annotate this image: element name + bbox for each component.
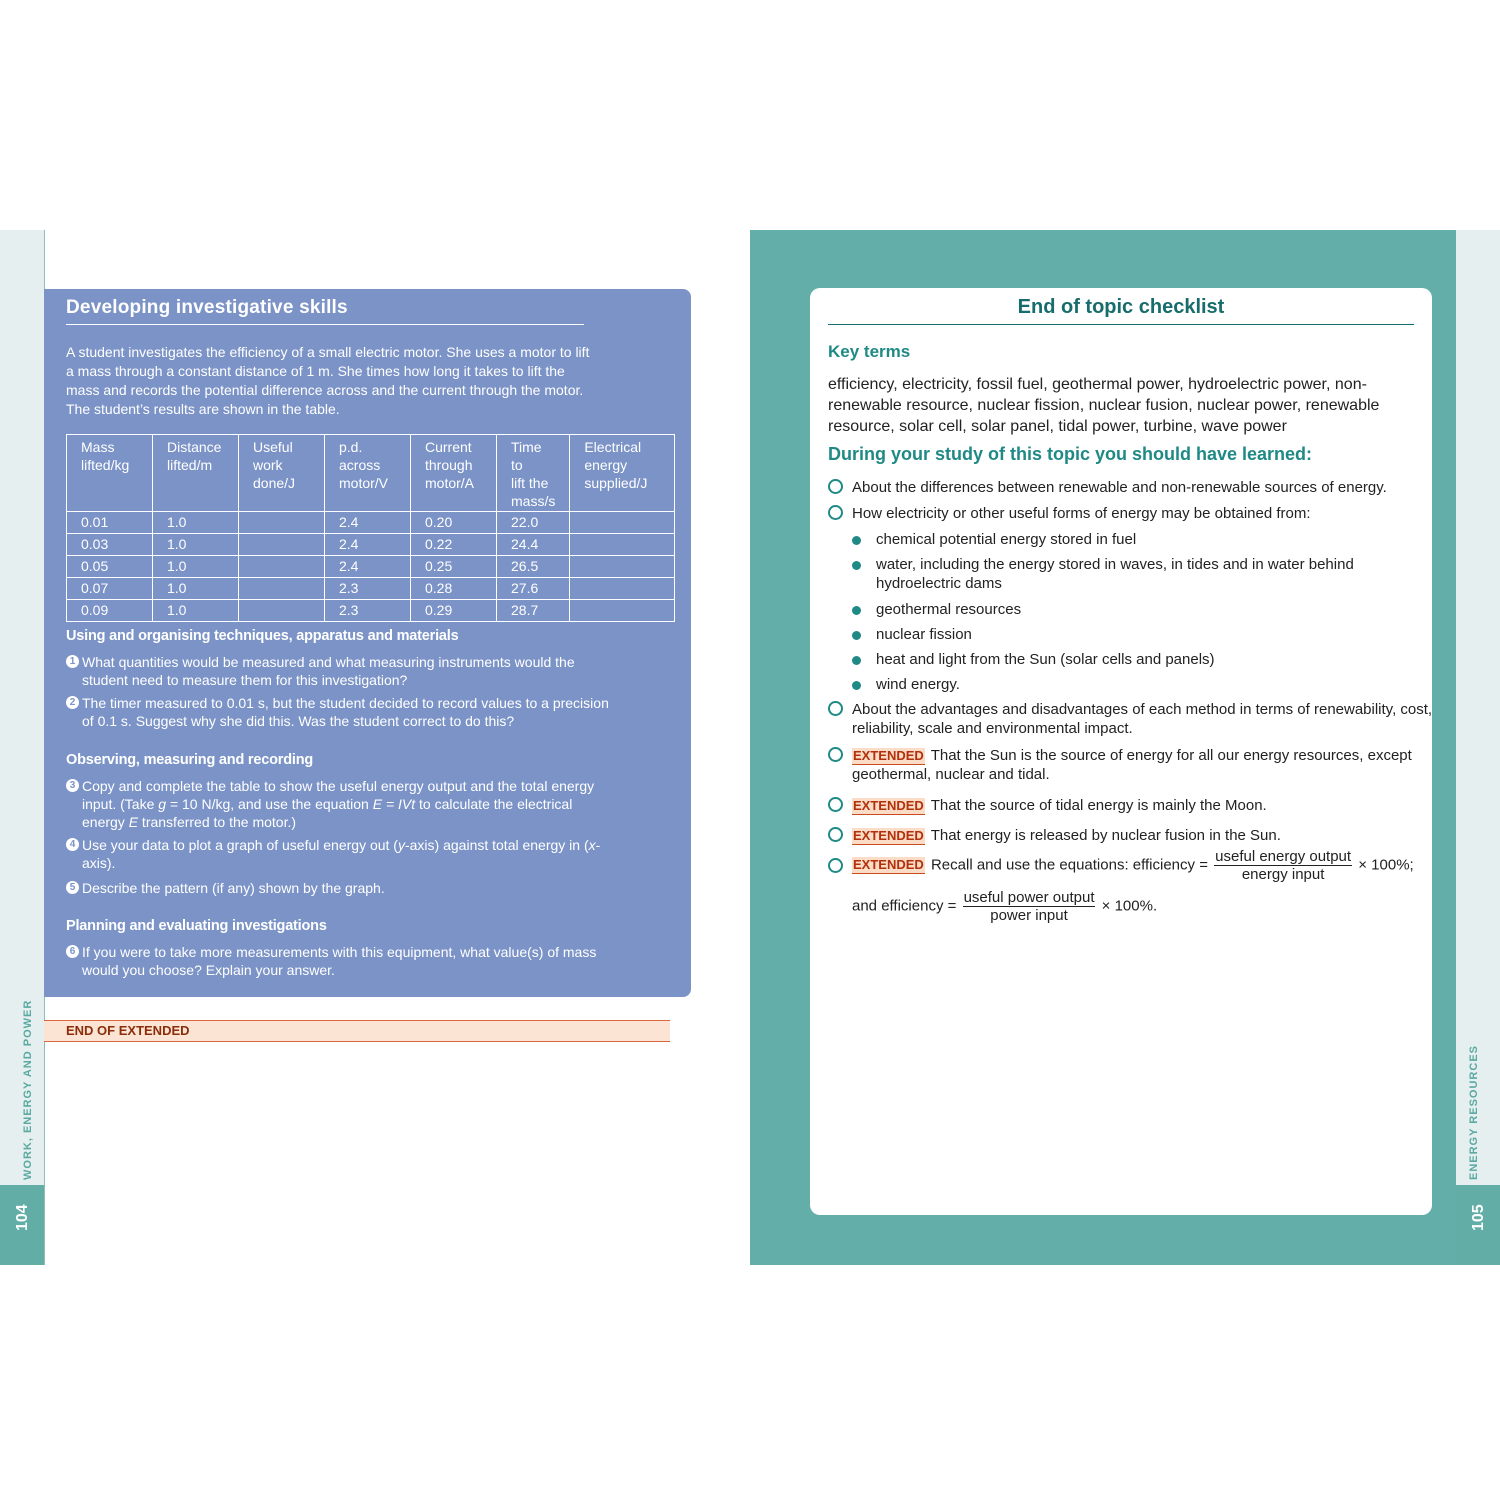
question-5 — [66, 879, 612, 897]
table-row — [67, 600, 675, 622]
checklist-item: About the advantages and disadvantages of each method in terms of renewability, cost, reliability, scale and environmental impact. — [828, 700, 1442, 738]
bullet-dot-icon — [852, 561, 861, 570]
table-row — [67, 534, 675, 556]
skills-box-title: Developing investigative skills — [66, 297, 348, 318]
table-cell: 1.0 — [153, 578, 239, 600]
section-heading-techniques: Using and organising techniques, apparatus and materials — [66, 628, 459, 644]
efficiency-power-fraction: $\frac{\text{useful power output}}{\text{power input}}$ — [963, 889, 1095, 924]
table-cell — [570, 578, 675, 600]
bullet-item: water, including the energy stored in waves, in tides and in water behind hydroelectric dams — [852, 555, 1436, 593]
question-number-badge: 3 — [66, 779, 79, 792]
table-cell: 1.0 — [153, 512, 239, 534]
table-cell: 2.4 — [325, 556, 411, 578]
question-text: If you were to take more measurements with this equipment, what value(s) of mass would you choose? Explain your answer. — [82, 944, 597, 978]
right-chapter-label: ENERGY RESOURCES — [1468, 1045, 1480, 1180]
left-side-strip — [0, 230, 45, 1265]
book-spread — [0, 230, 1500, 1265]
table-cell: 0.01 — [67, 512, 153, 534]
table-cell: 1.0 — [153, 534, 239, 556]
question-number-badge: 1 — [66, 655, 79, 668]
checklist-card — [810, 288, 1432, 1215]
question-4: 4 Use your data to plot a graph of useful energy out (y-axis) against total energy in (x-axis). — [66, 836, 612, 872]
bullet-dot-icon — [852, 631, 861, 640]
table-cell: 2.4 — [325, 534, 411, 556]
question-number-badge: 2 — [66, 696, 79, 709]
extended-tag: EXTENDED — [853, 828, 924, 843]
table-row — [67, 512, 675, 534]
investigative-skills-box — [44, 289, 691, 997]
skills-intro: A student investigates the efficiency of a small electric motor. She uses a motor to lift a mass through a constant distance of 1 m. She times how long it takes to lift the mass and records the potential difference across and the current through the motor. The student’s results are shown in the table. — [66, 344, 590, 417]
table-cell: 0.07 — [67, 578, 153, 600]
left-page-number-box — [0, 1185, 44, 1265]
table-cell: 0.20 — [411, 512, 497, 534]
key-terms-heading: Key terms — [828, 342, 911, 361]
table-cell — [570, 512, 675, 534]
section-heading-planning: Planning and evaluating investigations — [66, 918, 327, 934]
end-of-extended-banner — [44, 1020, 670, 1042]
checkbox-circle-icon[interactable] — [828, 747, 843, 762]
table-row — [67, 578, 675, 600]
bullet-item: heat and light from the Sun (solar cells and panels) — [852, 650, 1436, 669]
checkbox-circle-icon[interactable] — [828, 827, 843, 842]
end-of-extended-label: END OF EXTENDED — [66, 1023, 190, 1038]
question-number-badge: 6 — [66, 945, 79, 958]
results-table — [66, 434, 675, 622]
section-heading-observing: Observing, measuring and recording — [66, 752, 314, 768]
table-header-cell: Electrical energy supplied/J — [570, 435, 675, 512]
table-cell: 0.25 — [411, 556, 497, 578]
table-cell: 0.09 — [67, 600, 153, 622]
left-page — [0, 230, 750, 1265]
checkbox-circle-icon[interactable] — [828, 701, 843, 716]
bullet-dot-icon — [852, 606, 861, 615]
checklist-title-divider — [828, 324, 1414, 325]
question-text: The timer measured to 0.01 s, but the student decided to record values to a precision of 0.1 s. Suggest why she did this. Was the student correct to do this? — [82, 695, 609, 729]
key-terms-text: efficiency, electricity, fossil fuel, geothermal power, hydroelectric power, non-renewable resource, nuclear fission, nuclear fusion, nuclear power, renewable resource, solar cell, solar panel, tidal power, turbine, wave power — [828, 376, 1380, 435]
table-cell — [570, 556, 675, 578]
table-cell: 2.3 — [325, 600, 411, 622]
question-text: Describe the pattern (if any) shown by the graph. — [82, 880, 385, 896]
question-number-badge: 5 — [66, 881, 79, 894]
table-cell — [239, 578, 325, 600]
bullet-item: wind energy. — [852, 675, 1436, 694]
question-6 — [66, 943, 612, 979]
bullet-dot-icon — [852, 681, 861, 690]
checklist-title: End of topic checklist — [1017, 296, 1225, 318]
checkbox-circle-icon[interactable] — [828, 858, 843, 873]
checklist-item-extended: EXTENDED Recall and use the equations: efficiency = $\frac{\text{useful energy output}}{\text{energy input}}$ × 100%; — [828, 848, 1442, 883]
table-cell: 22.0 — [497, 512, 570, 534]
efficiency-energy-fraction: $\frac{\text{useful energy output}}{\text{energy input}}$ — [1215, 848, 1352, 883]
extended-tag: EXTENDED — [853, 748, 924, 763]
table-cell — [239, 600, 325, 622]
checkbox-circle-icon[interactable] — [828, 479, 843, 494]
question-number-badge: 4 — [66, 838, 79, 851]
table-cell: 27.6 — [497, 578, 570, 600]
table-cell: 0.05 — [67, 556, 153, 578]
table-cell: 1.0 — [153, 556, 239, 578]
right-page-number-box — [1456, 1185, 1500, 1265]
checklist-item: How electricity or other useful forms of energy may be obtained from: — [828, 504, 1442, 523]
question-1 — [66, 653, 612, 689]
question-2 — [66, 694, 612, 730]
table-header-row — [67, 435, 675, 512]
table-header-cell: Distance lifted/m — [153, 435, 239, 512]
table-header-cell: Time to lift the mass/s — [497, 435, 570, 512]
question-text: What quantities would be measured and what measuring instruments would the student need to measure them for this investigation? — [82, 654, 575, 688]
checklist-item-extended: EXTENDED That the Sun is the source of energy for all our energy resources, except geothermal, nuclear and tidal. — [828, 746, 1442, 784]
table-cell: 2.3 — [325, 578, 411, 600]
checkbox-circle-icon[interactable] — [828, 505, 843, 520]
left-page-number: 104 — [14, 1204, 31, 1231]
table-cell: 0.22 — [411, 534, 497, 556]
extended-tag: EXTENDED — [853, 857, 924, 873]
table-header-cell: Mass lifted/kg — [67, 435, 153, 512]
right-side-strip — [1456, 230, 1500, 1265]
table-cell — [239, 534, 325, 556]
checklist-item-extended: EXTENDED That energy is released by nuclear fusion in the Sun. — [828, 826, 1442, 845]
table-cell: 0.29 — [411, 600, 497, 622]
table-cell: 2.4 — [325, 512, 411, 534]
table-cell: 28.7 — [497, 600, 570, 622]
table-cell: 24.4 — [497, 534, 570, 556]
table-header-cell: Useful work done/J — [239, 435, 325, 512]
table-cell: 0.03 — [67, 534, 153, 556]
checklist-item: About the differences between renewable and non-renewable sources of energy. — [828, 478, 1442, 497]
bullet-item: chemical potential energy stored in fuel — [852, 530, 1436, 549]
table-cell — [239, 512, 325, 534]
title-divider — [66, 324, 584, 325]
right-page-number: 105 — [1470, 1204, 1487, 1231]
checklist-item-extended: EXTENDED That the source of tidal energy is mainly the Moon. — [828, 796, 1442, 815]
table-header-cell: p.d. across motor/V — [325, 435, 411, 512]
learned-heading: During your study of this topic you should have learned: — [828, 444, 1313, 464]
right-page — [750, 230, 1500, 1265]
bullet-item: nuclear fission — [852, 625, 1436, 644]
table-cell: 0.28 — [411, 578, 497, 600]
left-chapter-label: WORK, ENERGY AND POWER — [22, 999, 34, 1180]
table-cell: 1.0 — [153, 600, 239, 622]
question-3: 3 Copy and complete the table to show the useful energy output and the total energy input. (Take g = 10 N/kg, and use the equation E = IVt to calculate the electrical energy E transferred to the motor.) — [66, 777, 612, 831]
table-row — [67, 556, 675, 578]
extended-tag: EXTENDED — [853, 798, 924, 813]
efficiency-power-equation: and efficiency = $\frac{\text{useful power output}}{\text{power input}}$ × 100%. — [852, 889, 1158, 924]
table-cell — [239, 556, 325, 578]
bullet-dot-icon — [852, 656, 861, 665]
table-cell — [570, 534, 675, 556]
bullet-dot-icon — [852, 536, 861, 545]
bullet-item: geothermal resources — [852, 600, 1436, 619]
table-cell — [570, 600, 675, 622]
table-header-cell: Current through motor/A — [411, 435, 497, 512]
table-cell: 26.5 — [497, 556, 570, 578]
checkbox-circle-icon[interactable] — [828, 797, 843, 812]
